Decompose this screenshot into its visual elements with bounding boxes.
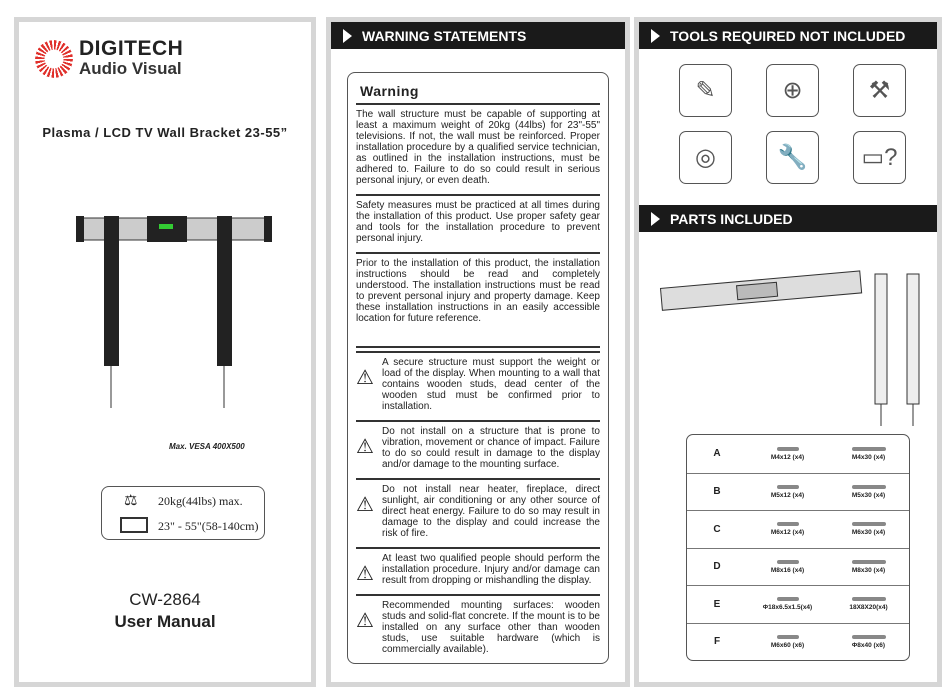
part-letter: C [713, 523, 721, 535]
part-label: M6x30 (x4) [851, 529, 886, 537]
bracket-image [74, 212, 274, 412]
screen-size: 23" - 55"(58-140cm) [158, 519, 259, 533]
screw-icon [852, 560, 886, 564]
tape-measure-icon: ◎ [679, 131, 732, 184]
brand-name: DIGITECH [79, 37, 184, 60]
pencil-icon: ✎ [679, 64, 732, 117]
warning-paragraph: Safety measures must be practiced at all times during the installation of this product. Use proper safety gear and tools for the installation procedure to prevent personal injury. [356, 194, 600, 252]
part-letter: F [713, 636, 721, 648]
warning-text: A secure structure must support the weight or load of the display. When mounting to a wall that contains wooden studs, dead center of the wooden stud must be confirmed prior to installation. [382, 357, 600, 412]
caution-icon: ⚠ [356, 367, 374, 389]
spec-box [101, 486, 265, 540]
screw-icon [852, 447, 886, 451]
section-header [639, 22, 937, 49]
parts-table [686, 434, 910, 661]
part-label: M5x30 (x4) [851, 491, 886, 499]
part-item [828, 522, 909, 536]
part-item [828, 560, 909, 574]
digitech-logo [35, 39, 183, 79]
warning-item [356, 478, 600, 547]
screw-icon [777, 522, 799, 526]
part-item [747, 635, 828, 649]
warning-item [356, 547, 600, 594]
doc-title: User Manual [114, 612, 216, 631]
caution-icon: ⚠ [356, 610, 374, 632]
part-label: M8x16 (x4) [770, 566, 805, 574]
screw-icon [852, 522, 886, 526]
warning-text: Recommended mounting surfaces: wooden studs and solid-flat concrete. If the mount is to be installed on any surface other than wooden studs, use suitable hardware (which is commercially available). [382, 600, 600, 655]
warning-text: Do not install near heater, fireplace, direct sunlight, air conditioning or any other source of direct heat energy. Failure to do so may result in damage to the display and could increase the risk of fire. [382, 484, 600, 539]
screw-icon [777, 485, 799, 489]
part-letter: A [713, 448, 721, 460]
header-label: PARTS INCLUDED [670, 210, 793, 227]
part-label: M5x12 (x4) [770, 491, 805, 499]
screw-icon [852, 597, 886, 601]
screw-icon [777, 447, 799, 451]
weight-icon: ⚖ [124, 493, 138, 509]
warning-item [356, 420, 600, 478]
warning-text: Do not install on a structure that is prone to vibration, movement or chance of impact. Failure to do so could result in damage to the display and/or damage to the mounting surface. [382, 426, 600, 470]
tv-icon [120, 517, 148, 533]
part-label: M4x12 (x4) [770, 453, 805, 461]
caution-icon: ⚠ [356, 563, 374, 585]
logo-sun-icon [35, 40, 73, 78]
screw-icon [777, 560, 799, 564]
part-letter: B [713, 486, 721, 498]
parts-row [687, 585, 909, 623]
parts-row [687, 510, 909, 548]
section-header [639, 205, 937, 232]
part-label: M6x60 (x6) [770, 641, 805, 649]
warning-text: At least two qualified people should perform the installation procedure. Injury and/or damage can result from dropping or mishandling the display. [382, 553, 600, 586]
part-label: Φ8x40 (x6) [851, 641, 886, 649]
parts-row [687, 548, 909, 586]
part-label: M4x30 (x4) [851, 453, 886, 461]
model-number: CW-2864 [129, 590, 201, 609]
phillips-screwdriver-icon: ⊕ [766, 64, 819, 117]
product-title: Plasma / LCD TV Wall Bracket 23-55” [42, 125, 288, 140]
warning-item [356, 351, 600, 420]
part-item [828, 635, 909, 649]
section-header [331, 22, 625, 49]
stud-finder-icon: ▭? [853, 131, 906, 184]
part-item [828, 485, 909, 499]
warning-paragraph: Prior to the installation of this product, the installation instructions should be read and completely understood. The installation instructions must be read to prevent personal injury and property damage. Keep these installation instructions in an easily accessible location for future reference. [356, 252, 600, 346]
warning-item [356, 594, 600, 663]
part-label: Φ18x6.5x1.5(x4) [762, 604, 813, 612]
part-letter: D [713, 561, 721, 573]
parts-row [687, 435, 909, 473]
warning-title: Warning [360, 83, 419, 99]
part-item [747, 597, 828, 611]
part-letter: E [713, 598, 721, 610]
cover-panel [14, 17, 316, 687]
warning-panel [326, 17, 630, 687]
drill-icon: ⚒ [853, 64, 906, 117]
screw-icon [777, 635, 799, 639]
tools-parts-panel [634, 17, 942, 687]
sub-brand: Audio Visual [79, 59, 182, 78]
part-item [828, 447, 909, 461]
header-label: WARNING STATEMENTS [362, 27, 527, 44]
parts-row [687, 623, 909, 661]
part-item [747, 485, 828, 499]
part-item [828, 597, 909, 611]
vesa-label: Max. VESA 400X500 [169, 442, 245, 451]
arrow-icon [651, 212, 660, 226]
parts-row [687, 473, 909, 511]
arrow-icon [343, 29, 352, 43]
caution-icon: ⚠ [356, 494, 374, 516]
parts-image [657, 250, 927, 430]
warning-box [347, 72, 609, 664]
header-label: TOOLS REQUIRED NOT INCLUDED [670, 27, 906, 44]
part-label: M8x30 (x4) [851, 566, 886, 574]
arrow-icon [651, 29, 660, 43]
part-item [747, 447, 828, 461]
part-label: M6x12 (x4) [770, 529, 805, 537]
part-item [747, 560, 828, 574]
tools-grid [679, 64, 906, 184]
screw-icon [777, 597, 799, 601]
max-weight: 20kg(44lbs) max. [158, 494, 243, 508]
screw-icon [852, 635, 886, 639]
part-item [747, 522, 828, 536]
warning-paragraph: The wall structure must be capable of supporting at least a maximum weight of 20kg (44lbs) for 23"-55" televisions. If not, the wall must be reinforced. Proper installation procedure by a qualified service technician, as outlined in the installation instructions, must be adhered to. Failure to do so could result in serious personal injury, or even death. [356, 103, 600, 194]
caution-icon: ⚠ [356, 436, 374, 458]
screw-icon [852, 485, 886, 489]
part-label: 18X8X20(x4) [849, 604, 888, 612]
wrench-icon: 🔧 [766, 131, 819, 184]
